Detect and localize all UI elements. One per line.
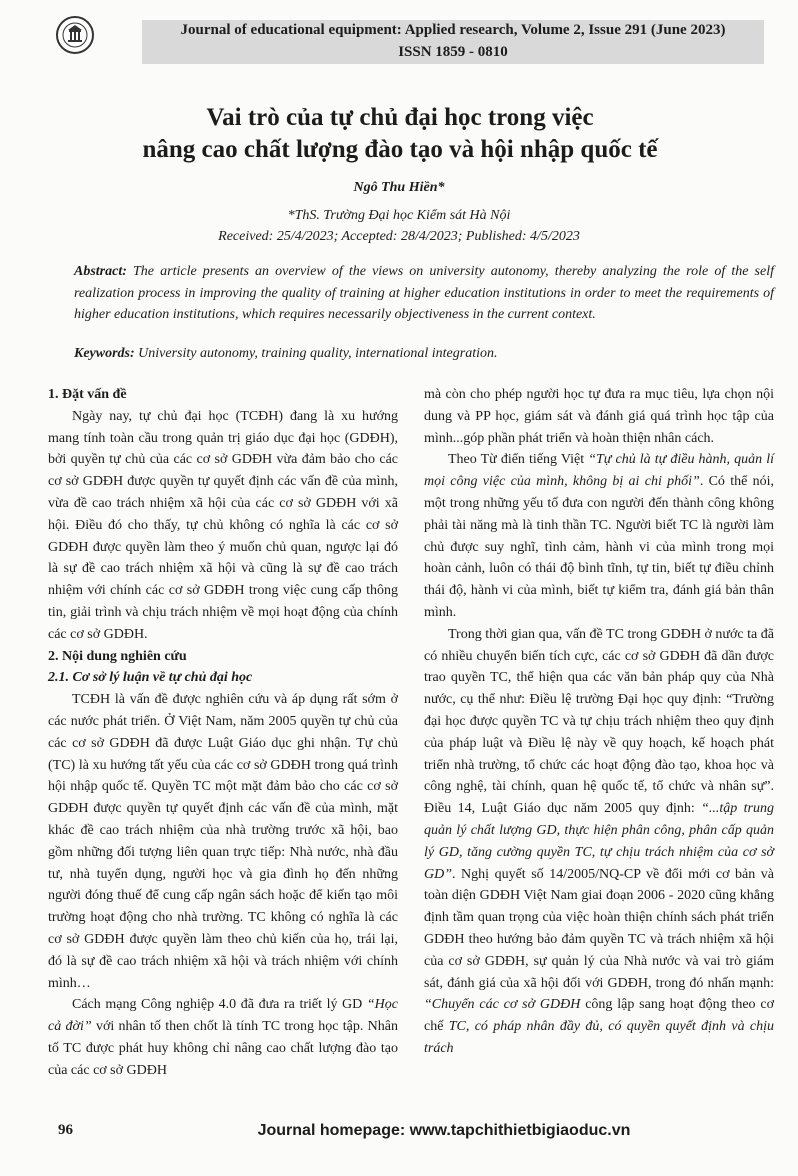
author: Ngô Thu Hiền* [353,180,445,195]
subsection-heading-2-1: 2.1. Cơ sở lý luận về tự chủ đại học [48,670,253,686]
quote: “Học cả đời” [48,997,398,1035]
abstract-text: The article presents an overview of the views on university autonomy, thereby analyzing the role of the self realization process in improving the quality of training at higher education institutions in order to meet the requirements of higher education institutions, which requires necessarily objectiveness in the current context. [74,264,774,322]
quote: TC, có pháp nhân đầy đủ, có quyền quyết định và chịu trách [424,1019,774,1056]
right-column [424,384,774,1060]
paragraph [48,994,398,1081]
keywords-label: Keywords: [74,346,135,361]
journal-homepage: Journal homepage: www.tapchithietbigiaoduc.vn [257,1122,631,1139]
quote: “Chuyển các cơ sở GDĐH [424,997,581,1013]
section-heading-1: 1. Đặt vấn đề [48,387,127,402]
text-run: . Có thể nói, một trong những yếu tố đưa con người đến thành công không phải tài năng mà là tinh thần TC. Người biết TC là người làm chủ được suy nghĩ, tình cảm, hành vi của mình trong mọi hoàn cảnh, luôn có thái độ bình tĩnh, tự tin, biết tự điều chỉnh thái độ, hành vi của mình, biết tự kiểm tra, đánh giá bản thân mình. [424,474,774,620]
affiliation: *ThS. Trường Đại học Kiểm sát Hà Nội [287,208,511,223]
paragraph: mà còn cho phép người học tự đưa ra mục tiêu, lựa chọn nội dung và PP học, giám sát và đánh giá quá trình học tập của mình...góp phần phát triển và hoàn thiện nhân cách. [424,387,774,446]
journal-seal-icon [56,16,94,54]
publication-dates: Received: 25/4/2023; Accepted: 28/4/2023; Published: 4/5/2023 [218,229,580,244]
quote: “Tự chủ là tự điều hành, quản lí mọi công việc của mình, không bị ai chi phối” [424,452,774,490]
title-line-1: Vai trò của tự chủ đại học trong việc [206,104,594,131]
text-run: với nhân tố then chốt là tính TC trong học tập. Nhân tố TC được phát huy không chỉ nâng cao chất lượng đào tạo của các cơ sở GDĐH [48,1019,398,1078]
page-number: 96 [58,1122,73,1138]
quote: “...tập trung quản lý chất lượng GD, thực hiện phân công, phân cấp quản lý GD, tăng cường quyền TC, tự chịu trách nhiệm của cơ sở GD” [424,801,775,882]
section-heading-2: 2. Nội dung nghiên cứu [48,648,187,664]
text-run: Cách mạng Công nghiệp 4.0 đã đưa ra triết lý GD [72,997,367,1013]
article-title [100,102,700,166]
left-column [48,384,398,1082]
abstract [74,261,774,326]
paragraph [424,449,774,623]
text-run: công lập sang hoạt động theo cơ chế [424,997,774,1035]
paragraph [424,624,774,1060]
keywords [74,346,774,362]
paragraph: TCĐH là vấn đề được nghiên cứu và áp dụng rất sớm ở các nước phát triển. Ở Việt Nam, năm 2005 quyền tự chủ của các cơ sở GDĐH đã được Luật Giáo dục ghi nhận. Tự chủ (TC) là xu hướng tất yếu của các cơ sở GDĐH trong quá trình hội nhập quốc tế. Quyền TC một mặt đảm bảo cho các cơ sở GDĐH được quyền tự quyết định các vấn đề của mình, mặt khác đề cao trách nhiệm của nhà trường trước xã hội, bao gồm những đối tượng liên quan trực tiếp: Nhà nước, nhà đầu tư, nhà tuyển dụng, người học và gia đình họ đến những người đóng thuế để cung cấp ngân sách hoặc để kiến tạo môi trường hoạt động cho nhà trường. TC không có nghĩa là các cơ sở GDĐH được quyền làm theo chủ kiến của họ, trái lại, đó là sự đề cao trách nhiệm xã hội và trách nhiệm với chính mình… [48,692,398,991]
title-line-2: nâng cao chất lượng đào tạo và hội nhập quốc tế [142,136,658,163]
abstract-label: Abstract: [74,264,127,279]
text-run: Theo Từ điển tiếng Việt [448,452,589,468]
text-run: . Nghị quyết số 14/2005/NQ-CP về đổi mới cơ bản và toàn diện GDĐH Việt Nam giai đoạn 2006 - 2020 cũng khẳng định tầm quan trọng của việc hoàn thiện chính sách phát triển GDĐH theo hướng bảo đảm quyền TC và trách nhiệm xã hội của cơ sở GDĐH, sự quản lý của Nhà nước và vai trò giám sát, đánh giá của xã hội đối với GDĐH, trong đó nhấn mạnh: [424,866,774,991]
paragraph: Ngày nay, tự chủ đại học (TCĐH) đang là xu hướng mang tính toàn cầu trong quản trị giáo dục đại học (GDĐH), bởi quyền tự chủ của các cơ sở GDĐH vừa đảm bảo cho các cơ sở GDĐH được quyền tự quyết định các vấn đề của mình, vừa đề cao trách nhiệm xã hội của các cơ sở GDĐH với xã hội. Điều đó cho thấy, tự chủ không có nghĩa là các cơ sở GDĐH được quyền làm theo ý muốn chủ quan, ngược lại đó là sự đề cao trách nhiệm xã hội và cũng là sự đề cao trách nhiệm với chính các cơ sở GDĐH trong việc cung cấp thông tin, giải trình và chịu trách nhiệm về mọi hoạt động của chính các cơ sở GDĐH. [48,408,398,642]
keywords-text: University autonomy, training quality, international integration. [134,346,498,361]
issn: ISSN 1859 - 0810 [398,44,508,60]
journal-header: Journal of educational equipment: Applied research, Volume 2, Issue 291 (June 2023) [180,22,726,38]
text-run: Trong thời gian qua, vấn đề TC trong GDĐH ở nước ta đã có nhiều chuyển biến tích cực, các cơ sở GDĐH đã dần được trao quyền TC, thể hiện qua các văn bản pháp quy của Nhà nước, cụ thể như: Điều lệ trường Đại học quy định: “Trường đại học được quyền TC và tự chịu trách nhiệm theo quy định của pháp luật và Điều lệ này về quy hoạch, kế hoạch phát triển nhà trường, tổ chức các hoạt động đào tạo, khoa học và công nghệ, tài chính, quan hệ quốc tế, tổ chức và nhân sự”. Điều 14, Luật Giáo dục năm 2005 quy định: [424,626,774,817]
